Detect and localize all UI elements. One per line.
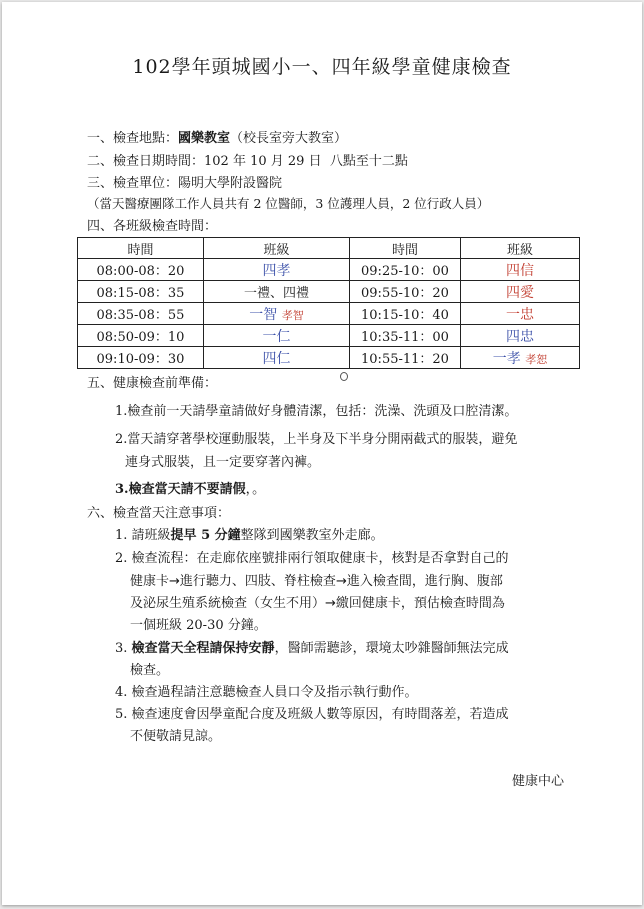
note-item-2-line-2: 健康卡→進行聽力、四肢、脊柱檢查→進入檢查間，進行胸、腹部 [130, 574, 503, 589]
header-time-1: 時間 [78, 238, 204, 259]
note-item-4: 4. 檢查過程請注意聽檢查人員口令及指示執行動作。 [115, 685, 418, 700]
class-cell: 四孝 [204, 259, 350, 281]
header-class-2: 班級 [461, 238, 580, 259]
section-schedule-heading: 四、各班級檢查時間： [87, 219, 218, 234]
note-item-1: 1. 請班級提早 5 分鐘整隊到國樂教室外走廊。 [115, 528, 384, 543]
class-cell: 四仁 [204, 347, 350, 369]
table-row [78, 259, 580, 281]
prep-item-2: 2.當天請穿著學校運動服裝，上半身及下半身分開兩截式的服裝，避免 [115, 432, 518, 447]
prep-item-1: 1.檢查前一天請學童請做好身體清潔，包括：洗澡、洗頭及口腔清潔。 [115, 404, 518, 419]
note-item-2: 2. 檢查流程：在走廊依座號排兩行領取健康卡，核對是否拿對自己的 [115, 551, 509, 566]
time-cell: 09:10-09：30 [78, 347, 204, 369]
class-cell: 四信 [461, 259, 580, 281]
section-notes-heading: 六、檢查當天注意事項： [87, 506, 231, 521]
signature: 健康中心 [512, 774, 565, 789]
section-datetime: 二、檢查日期時間：102 年 10 月 29 日 八點至十二點 [87, 154, 408, 169]
section-location: 一、檢查地點：國樂教室（校長室旁大教室） [87, 131, 348, 146]
arrow-icon: → [335, 574, 347, 589]
document-page [2, 2, 642, 905]
table-row [78, 281, 580, 303]
note-item-2-line-3: 及泌尿生殖系統檢查（女生不用）→繳回健康卡，預估檢查時間為 [130, 596, 505, 611]
class-cell: 四忠 [461, 325, 580, 347]
class-cell: 一忠 [461, 303, 580, 325]
class-cell: 一孝 孝恕 [461, 347, 580, 369]
header-time-2: 時間 [350, 238, 461, 259]
table-header-row [78, 238, 580, 259]
class-cell: 一禮、四禮 [204, 281, 350, 303]
table-row [78, 303, 580, 325]
section-unit: 三、檢查單位：陽明大學附設醫院 [87, 176, 283, 191]
note-item-5-cont: 不便敬請見諒。 [130, 729, 222, 744]
note-item-2-line-4: 一個班級 20-30 分鐘。 [130, 618, 267, 633]
schedule-table [77, 237, 580, 369]
medical-team-note: （當天醫療團隊工作人員共有 2 位醫師，3 位護理人員，2 位行政人員） [87, 196, 490, 211]
time-cell: 08:15-08：35 [78, 281, 204, 303]
note-item-5: 5. 檢查速度會因學童配合度及班級人數等原因，有時間落差，若造成 [115, 707, 509, 722]
stray-mark [340, 372, 348, 381]
table-row [78, 347, 580, 369]
note-item-3-cont: 檢查。 [130, 663, 170, 678]
time-cell: 09:25-10：00 [350, 259, 461, 281]
table-row [78, 325, 580, 347]
class-cell: 一仁 [204, 325, 350, 347]
header-class-1: 班級 [204, 238, 350, 259]
page-title: 102學年頭城國小一、四年級學童健康檢查 [132, 56, 512, 78]
prep-item-2-cont: 連身式服裝，且一定要穿著內褲。 [125, 455, 321, 470]
time-cell: 08:35-08：55 [78, 303, 204, 325]
section-preparation-heading: 五、健康檢查前準備： [87, 376, 218, 391]
note-item-3: 3. 檢查當天全程請保持安靜，醫師需聽診，環境太吵雜醫師無法完成 [115, 641, 509, 656]
arrow-icon: → [169, 574, 180, 589]
time-cell: 10:55-11：20 [350, 347, 461, 369]
time-cell: 08:00-08：20 [78, 259, 204, 281]
class-cell: 四愛 [461, 281, 580, 303]
arrow-icon: → [325, 596, 336, 611]
time-cell: 10:35-11：00 [350, 325, 461, 347]
prep-item-3: 3.檢查當天請不要請假，。 [115, 482, 266, 497]
time-cell: 08:50-09：10 [78, 325, 204, 347]
time-cell: 10:15-10：40 [350, 303, 461, 325]
class-cell: 一智 孝智 [204, 303, 350, 325]
time-cell: 09:55-10：20 [350, 281, 461, 303]
